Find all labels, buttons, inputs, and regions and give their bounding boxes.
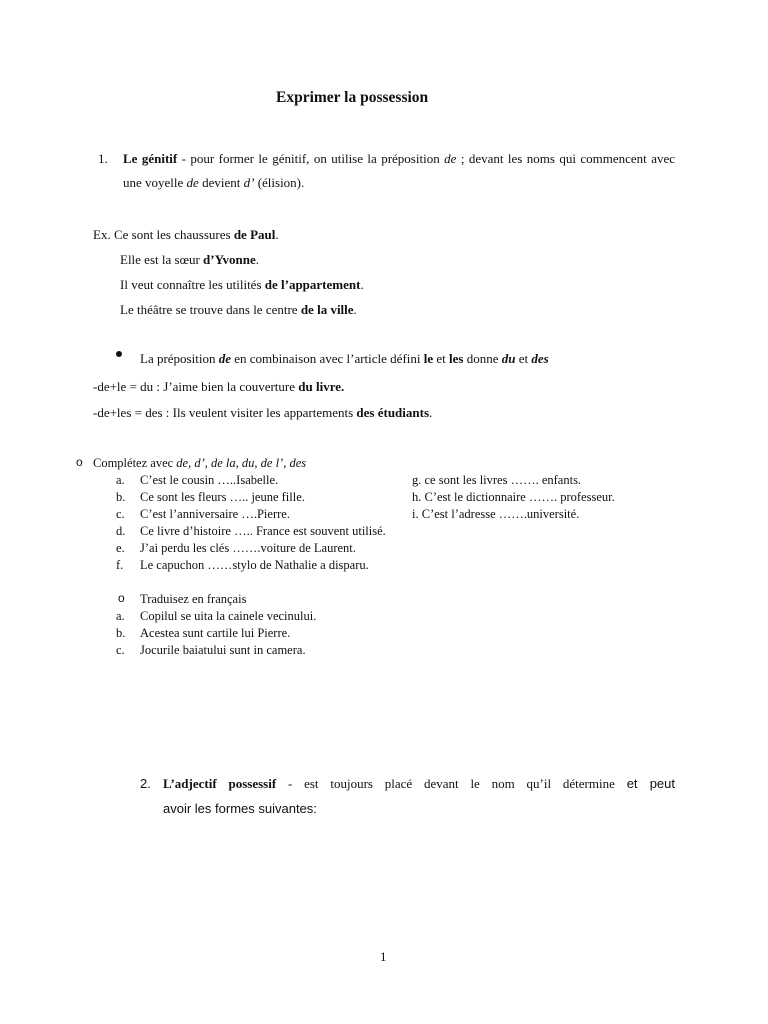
example-line-4 (120, 302, 357, 318)
section-1-d-apos: d’ (243, 175, 255, 190)
section-2-term: L’adjectif possessif (163, 776, 277, 791)
combination-les: les (449, 351, 464, 366)
example-2-end: . (255, 252, 260, 267)
combination-t4: donne (463, 351, 502, 366)
exercise-2-item-letter: c. (116, 643, 125, 657)
combination-t2: en combinaison avec l’article défini (231, 351, 424, 366)
combination-des: des (531, 351, 549, 366)
exercise-1-item-text: J’ai perdu les clés …….voiture de Laurent. (140, 541, 356, 555)
rule-2-text: -de+les = des : Ils veulent visiter les appartements (93, 405, 357, 420)
exercise-1-instruction-items: de, d’, de la, du, de l’, des (176, 456, 307, 470)
exercise-1-item-letter: e. (116, 541, 125, 555)
exercise-1-item-letter: f. (116, 558, 124, 572)
combination-t3: et (433, 351, 450, 366)
exercise-1-right-text: ce sont les livres ……. enfants. (424, 473, 582, 487)
example-2-text: Elle est la sœur (120, 252, 204, 267)
exercise-2-marker: o (118, 591, 125, 605)
section-1-de1: de (444, 151, 457, 166)
example-3-bold: de l’appartement (264, 277, 361, 292)
example-line-3 (120, 277, 364, 293)
rule-line-2 (93, 405, 432, 421)
bullet-dot-icon (116, 351, 122, 357)
combination-t5: et (515, 351, 532, 366)
exercise-2-item-letter: b. (116, 626, 126, 640)
exercise-1-right-item (412, 507, 579, 522)
exercise-1-item-text: Ce livre d’histoire ….. France est souvent utilisé. (140, 524, 386, 538)
exercise-1-right-letter: i. (412, 507, 419, 521)
exercise-1-marker: o (76, 455, 83, 469)
exercise-2-item-text: Copilul se uita la cainele vecinului. (140, 609, 317, 623)
exercise-2-instruction: Traduisez en français (140, 592, 247, 606)
section-1-term: Le génitif (123, 151, 178, 166)
section-1-paragraph (123, 147, 675, 195)
section-2-paragraph-line-2: avoir les formes suivantes: (163, 801, 317, 816)
combination-du: du (501, 351, 516, 366)
exercise-1-instruction-text: Complétez avec (93, 456, 177, 470)
section-2-text-a: - est toujours placé devant le nom qu’il détermine (276, 776, 627, 791)
example-line-1 (93, 227, 279, 243)
example-3-end: . (360, 277, 364, 292)
example-1-end: . (275, 227, 279, 242)
exercise-1-item-letter: c. (116, 507, 125, 521)
exercise-1-right-text: C’est l’adresse …….université. (421, 507, 580, 521)
example-2-bold: d’Yvonne (203, 252, 256, 267)
example-1-text: Ex. Ce sont les chaussures (93, 227, 234, 242)
example-line-2 (120, 252, 259, 268)
section-1-text-b: ; devant les noms qui commencent avec une voyelle (123, 151, 676, 190)
example-1-bold: de Paul (233, 227, 276, 242)
combination-t1: La préposition (140, 351, 219, 366)
combination-line (140, 351, 549, 367)
exercise-2-item-text: Jocurile baiatului sunt in camera. (140, 643, 306, 657)
exercise-1-item-text: C’est l’anniversaire ….Pierre. (140, 507, 290, 521)
exercise-1-right-item (412, 490, 615, 505)
example-3-text: Il veut connaître les utilités (120, 277, 265, 292)
section-number-1: 1. (98, 151, 108, 166)
example-4-bold: de la ville (300, 302, 354, 317)
example-4-end: . (353, 302, 357, 317)
exercise-1-right-text: C’est le dictionnaire ……. professeur. (424, 490, 615, 504)
section-2-text-b: et peut (626, 776, 675, 791)
exercise-1-instruction (93, 456, 306, 471)
exercise-1-right-letter: g. (412, 473, 422, 487)
exercise-1-right-item (412, 473, 581, 488)
exercise-1-item-letter: a. (116, 473, 125, 487)
exercise-1-item-text: C’est le cousin …..Isabelle. (140, 473, 279, 487)
exercise-2-item-letter: a. (116, 609, 125, 623)
exercise-1-item-text: Le capuchon ……stylo de Nathalie a disparu. (140, 558, 369, 572)
example-4-text: Le théâtre se trouve dans le centre (120, 302, 301, 317)
section-number-2: 2. (140, 776, 151, 791)
combination-de: de (218, 351, 231, 366)
rule-1-text: -de+le = du : J’aime bien la couverture (93, 379, 299, 394)
section-1-text-a: - pour former le génitif, on utilise la préposition (177, 151, 445, 166)
exercise-1-right-letter: h. (412, 490, 422, 504)
section-1-text-c: devient (198, 175, 244, 190)
exercise-1-item-letter: d. (116, 524, 126, 538)
section-1-text-d: (élision). (254, 175, 305, 190)
exercise-2-item-text: Acestea sunt cartile lui Pierre. (140, 626, 291, 640)
rule-2-bold: des étudiants (356, 405, 430, 420)
exercise-1-item-letter: b. (116, 490, 126, 504)
rule-line-1 (93, 379, 344, 395)
combination-le: le (423, 351, 434, 366)
exercise-1-item-text: Ce sont les fleurs ….. jeune fille. (140, 490, 305, 504)
page-number: 1 (380, 949, 387, 964)
rule-2-end: . (429, 405, 433, 420)
section-2-paragraph-line-1 (163, 772, 675, 796)
page-title: Exprimer la possession (276, 89, 429, 106)
rule-1-bold: du livre. (298, 379, 345, 394)
section-1-de2: de (186, 175, 199, 190)
